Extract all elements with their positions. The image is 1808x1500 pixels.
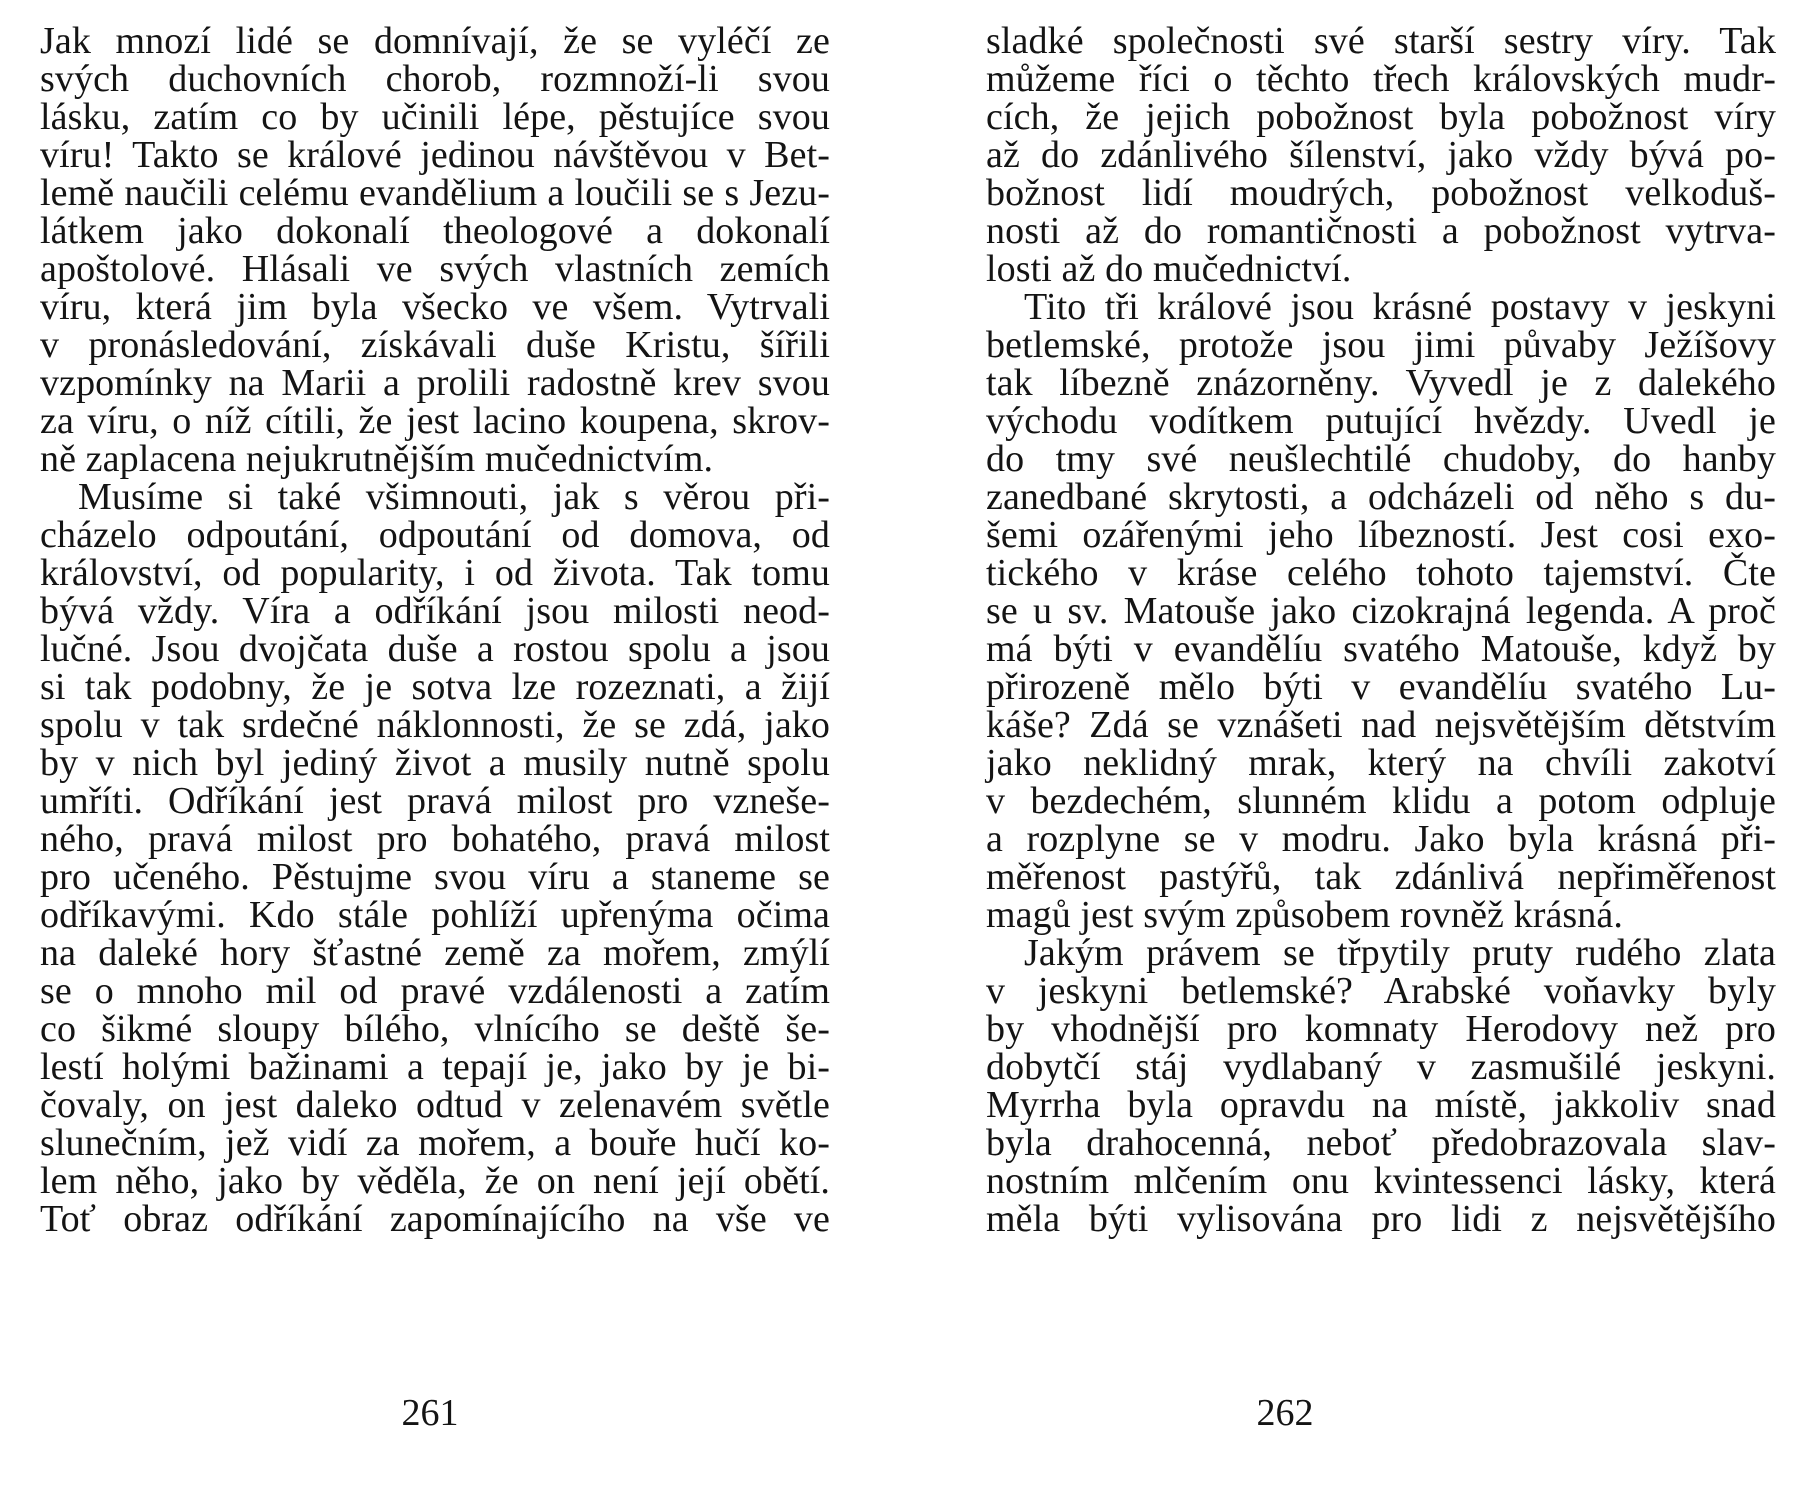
text-line: byla drahocenná, neboť předobrazovala slav- xyxy=(986,1122,1776,1164)
text-line: v pronásledování, získávali duše Kristu, šířili xyxy=(40,324,830,366)
text-line: dobytčí stáj vydlabaný v zasmušilé jeskyni. xyxy=(986,1046,1776,1088)
text-line: za víru, o níž cítili, že jest lacino koupena, skrov- xyxy=(40,400,830,442)
text-line: Tito tři králové jsou krásné postavy v jeskyni xyxy=(1024,286,1776,328)
text-line: božnost lidí moudrých, pobožnost velkoduš- xyxy=(986,172,1776,214)
right-page xyxy=(900,0,1808,1500)
text-line: Myrrha byla opravdu na místě, jakkoliv snad xyxy=(986,1084,1776,1126)
text-line: co šikmé sloupy bílého, vlnícího se deště še- xyxy=(40,1008,830,1050)
text-line: lemě naučili celému evandělium a loučili se s Jezu- xyxy=(40,172,830,214)
text-line: v bezdechém, slunném klidu a potom odpluje xyxy=(986,780,1776,822)
left-page xyxy=(0,0,900,1500)
left-page-number: 261 xyxy=(401,1392,459,1434)
text-line: cházelo odpoutání, odpoutání od domova, od xyxy=(40,514,830,556)
text-line: přirozeně mělo býti v evandělíu svatého Lu- xyxy=(986,666,1776,708)
text-line: má býti v evandělíu svatého Matouše, když by xyxy=(986,628,1776,670)
text-line: tak líbezně znázorněny. Vyvedl je z dalekého xyxy=(986,362,1776,404)
text-line: měla býti vylisována pro lidi z nejsvětějšího xyxy=(986,1198,1776,1240)
text-line: si tak podobny, že je sotva lze rozeznati, a žijí xyxy=(40,666,830,708)
text-line: tického v kráse celého tohoto tajemství. Čte xyxy=(986,552,1776,594)
text-line: umříti. Odříkání jest pravá milost pro vznešе- xyxy=(40,780,830,822)
text-line: by vhodnější pro komnaty Herodovy než pro xyxy=(986,1008,1776,1050)
text-line: betlemské, protože jsou jimi půvaby Ježíšovy xyxy=(986,324,1776,366)
text-line: vzpomínky na Marii a prolili radostně krev svou xyxy=(40,362,830,404)
text-line: víru! Takto se králové jedinou návštěvou v Bet- xyxy=(40,134,830,176)
text-line: ného, pravá milost pro bohatého, pravá milost xyxy=(40,818,830,860)
text-line: východu vodítkem putující hvězdy. Uvedl je xyxy=(986,400,1776,442)
text-line: losti až do mučednictví. xyxy=(986,248,1352,290)
text-line: nosti až do romantičnosti a pobožnost vytrva- xyxy=(986,210,1776,252)
text-line: lásku, zatím co by učinili lépe, pěstujíce svou xyxy=(40,96,830,138)
text-line: měřenost pastýřů, tak zdánlivá nepřiměřenost xyxy=(986,856,1776,898)
text-line: jako neklidný mrak, který na chvíli zakotví xyxy=(986,742,1776,784)
text-line: Jak mnozí lidé se domnívají, že se vyléčí ze xyxy=(40,20,830,62)
text-line: cích, že jejich pobožnost byla pobožnost víry xyxy=(986,96,1776,138)
text-line: apoštolové. Hlásali ve svých vlastních zemích xyxy=(40,248,830,290)
right-page-text xyxy=(986,22,1776,1238)
text-line: slunečním, jež vidí za mořem, a bouře hučí ko- xyxy=(40,1122,830,1164)
text-line: svých duchovních chorob, rozmnoží-li svou xyxy=(40,58,830,100)
text-line: látkem jako dokonalí theologové a dokonalí xyxy=(40,210,830,252)
text-line: magů jest svým způsobem rovněž krásná. xyxy=(986,894,1623,936)
left-page-text xyxy=(40,22,830,1238)
text-line: na daleké hory šťastné země za mořem, zmýlí xyxy=(40,932,830,974)
text-line: káše? Zdá se vznášeti nad nejsvětějším dětstvím xyxy=(986,704,1776,746)
text-line: spolu v tak srdečné náklonnosti, že se zdá, jako xyxy=(40,704,830,746)
text-line: lučné. Jsou dvojčata duše a rostou spolu a jsou xyxy=(40,628,830,670)
text-line: se u sv. Matouše jako cizokrajná legenda. A proč xyxy=(986,590,1776,632)
text-line: Musíme si také všimnouti, jak s věrou při- xyxy=(78,476,830,518)
text-line: sladké společnosti své starší sestry víry. Tak xyxy=(986,20,1776,62)
text-line: pro učeného. Pěstujme svou víru a staneme se xyxy=(40,856,830,898)
text-line: nostním mlčením onu kvintessenci lásky, která xyxy=(986,1160,1776,1202)
text-line: můžeme říci o těchto třech královských mudr- xyxy=(986,58,1776,100)
text-line: Toť obraz odříkání zapomínajícího na vše ve xyxy=(40,1198,830,1240)
text-line: až do zdánlivého šílenství, jako vždy bývá po- xyxy=(986,134,1776,176)
text-line: bývá vždy. Víra a odříkání jsou milosti neod- xyxy=(40,590,830,632)
text-line: a rozplyne se v modru. Jako byla krásná při- xyxy=(986,818,1776,860)
text-line: víru, která jim byla všecko ve všem. Vytrvali xyxy=(40,286,830,328)
text-line: Jakým právem se třpytily pruty rudého zlata xyxy=(1024,932,1776,974)
text-line: čovaly, on jest daleko odtud v zelenavém světle xyxy=(40,1084,830,1126)
text-line: šemi ozářenými jeho líbezností. Jest cosi exo- xyxy=(986,514,1776,556)
text-line: lem něho, jako by věděla, že on není její obětí. xyxy=(40,1160,830,1202)
text-line: království, od popularity, i od života. Tak tomu xyxy=(40,552,830,594)
right-page-number: 262 xyxy=(1256,1392,1314,1434)
text-line: lestí holými bažinami a tepají je, jako by je bi- xyxy=(40,1046,830,1088)
text-line: ně zaplacena nejukrutnějším mučednictvím. xyxy=(40,438,714,480)
text-line: odříkavými. Kdo stále pohlíží upřenýma očima xyxy=(40,894,830,936)
text-line: do tmy své neušlechtilé chudoby, do hanby xyxy=(986,438,1776,480)
text-line: se o mnoho mil od pravé vzdálenosti a zatím xyxy=(40,970,830,1012)
text-line: by v nich byl jediný život a musily nutně spolu xyxy=(40,742,830,784)
text-line: v jeskyni betlemské? Arabské voňavky byly xyxy=(986,970,1776,1012)
text-line: zanedbané skrytosti, a odcházeli od něho s du- xyxy=(986,476,1776,518)
